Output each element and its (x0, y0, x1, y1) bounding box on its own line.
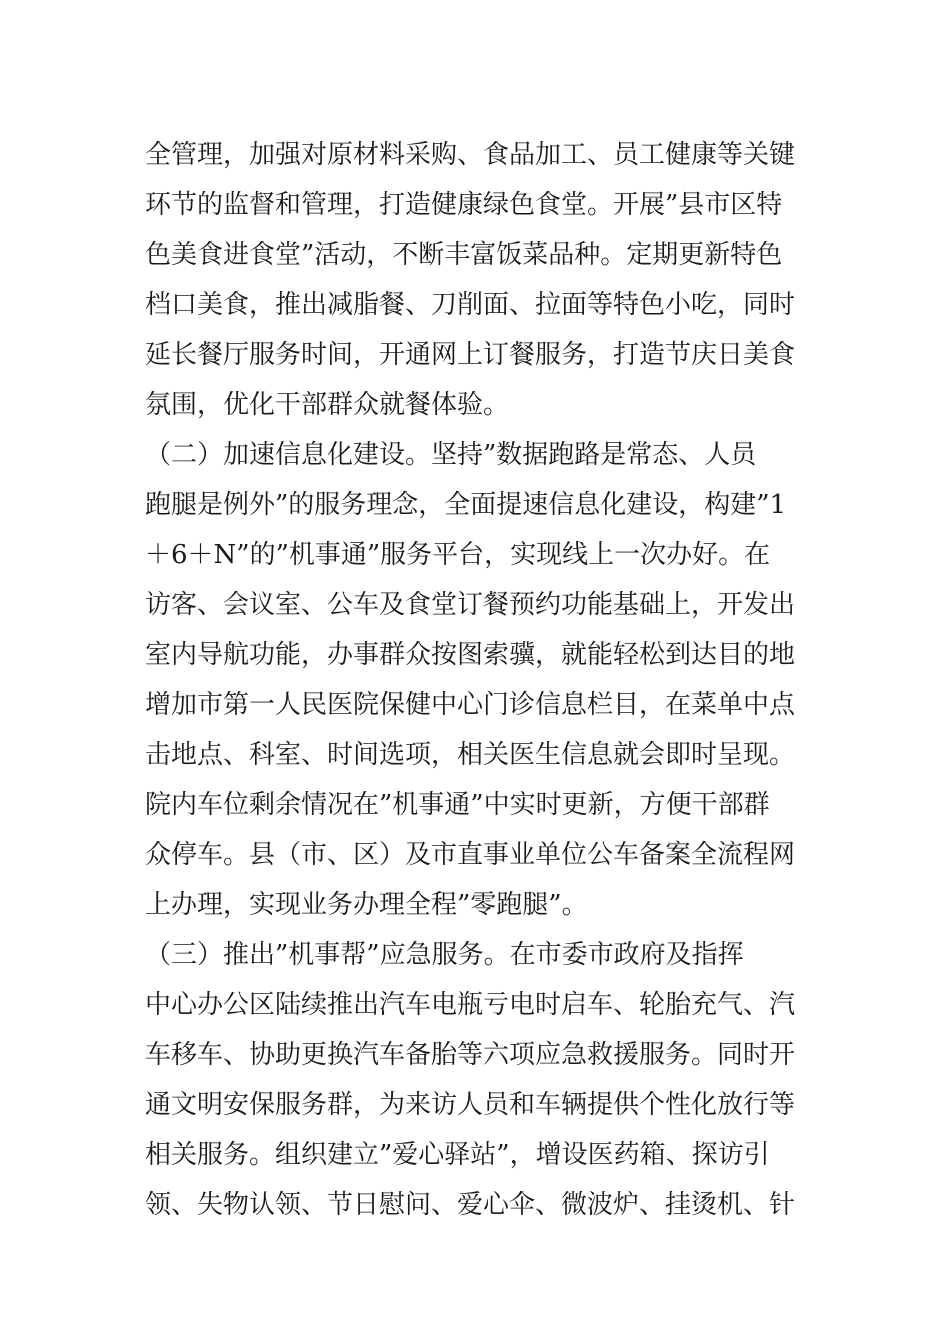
text-line: 增加市第一人民医院保健中心门诊信息栏目，在菜单中点 (145, 690, 796, 720)
text-line: 访客、会议室、公车及食堂订餐预约功能基础上，开发出 (145, 590, 796, 620)
text-line: 色美食进食堂”活动，不断丰富饭菜品种。定期更新特色 (145, 240, 783, 270)
text-line: 车移车、协助更换汽车备胎等六项应急救援服务。同时开 (145, 1040, 796, 1070)
text-line: 全管理，加强对原材料采购、食品加工、员工健康等关键 (145, 140, 796, 170)
body-text (145, 130, 825, 1230)
text-line: 跑腿是例外”的服务理念，全面提速信息化建设，构建”1 (145, 490, 787, 520)
paragraph-3-first-line: （三）推出”机事帮”应急服务。在市委市政府及指挥 (145, 940, 744, 970)
text-line: 院内车位剩余情况在”机事通”中实时更新，方便干部群 (145, 790, 770, 820)
text-line: 通文明安保服务群，为来访人员和车辆提供个性化放行等 (145, 1090, 796, 1120)
text-line: 氛围，优化干部群众就餐体验。 (145, 390, 510, 420)
text-line: 延长餐厅服务时间，开通网上订餐服务，打造节庆日美食 (145, 340, 796, 370)
text-line: ＋6＋N”的”机事通”服务平台，实现线上一次办好。在 (145, 540, 771, 570)
text-line: 众停车。县（市、区）及市直事业单位公车备案全流程网 (145, 840, 796, 870)
text-line: 环节的监督和管理，打造健康绿色食堂。开展”县市区特 (145, 190, 783, 220)
paragraph-2-first-line: （二）加速信息化建设。坚持”数据跑路是常态、人员 (145, 440, 757, 470)
text-line: 击地点、科室、时间选项，相关医生信息就会即时呈现。 (145, 740, 796, 770)
text-line: 领、失物认领、节日慰问、爱心伞、微波炉、挂烫机、针 (145, 1190, 796, 1220)
text-line: 相关服务。组织建立”爱心驿站”，增设医药箱、探访引 (145, 1140, 770, 1170)
text-line: 中心办公区陆续推出汽车电瓶亏电时启车、轮胎充气、汽 (145, 990, 796, 1020)
text-line: 室内导航功能，办事群众按图索骥，就能轻松到达目的地 (145, 640, 796, 670)
text-line: 上办理，实现业务办理全程”零跑腿”。 (145, 890, 588, 920)
text-line: 档口美食，推出减脂餐、刀削面、拉面等特色小吃，同时 (145, 290, 796, 320)
